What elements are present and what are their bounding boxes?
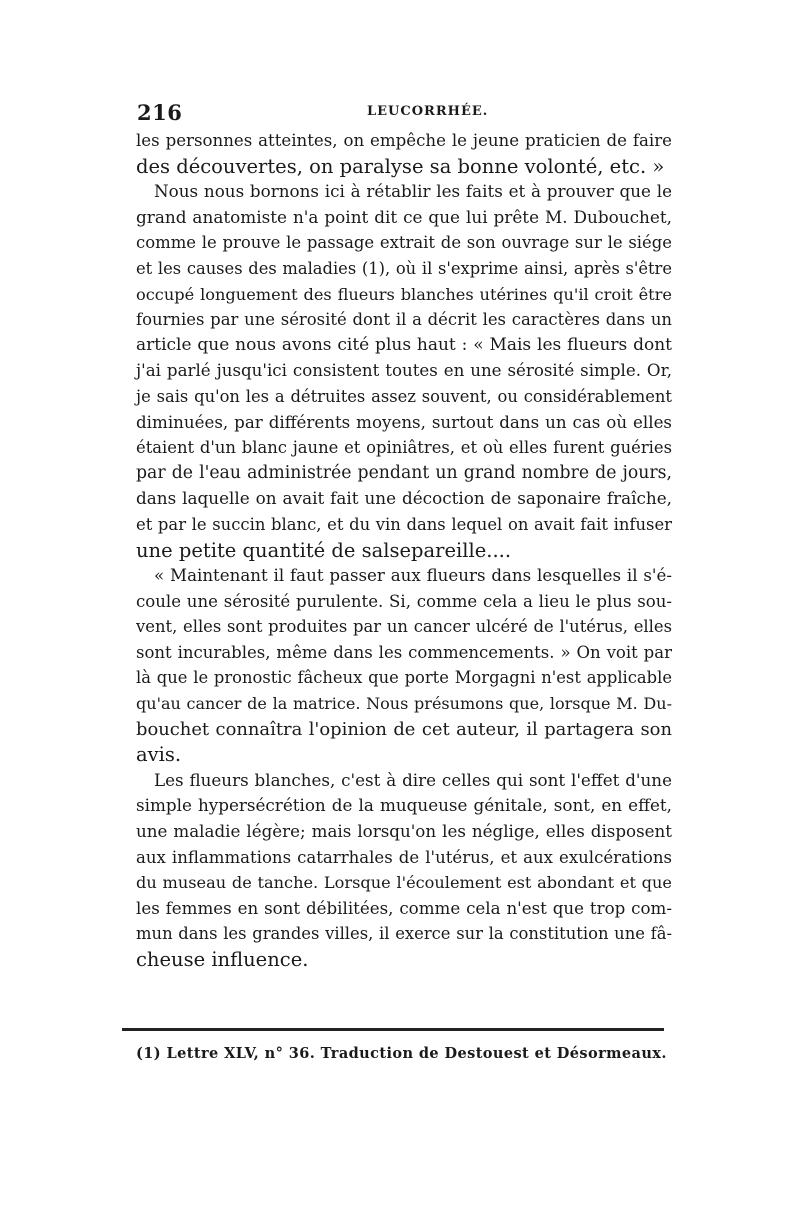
text-line: article que nous avons cité plus haut : « Mais les flueurs dont — [136, 334, 672, 355]
text-line: et les causes des maladies (1), où il s'exprime ainsi, après s'être — [136, 258, 672, 278]
text-line: vent, elles sont produites par un cancer ulcéré de l'utérus, elles — [136, 617, 672, 637]
text-line: étaient d'un blanc jaune et opiniâtres, et où elles furent guéries — [136, 438, 672, 458]
text-line: Nous nous bornons ici à rétablir les faits et à prouver que le — [154, 181, 672, 202]
text-line: fournies par une sérosité dont il a décrit les caractères dans un — [136, 310, 672, 330]
text-line: cheuse influence. — [136, 948, 309, 971]
text-line: mun dans les grandes villes, il exerce sur la constitution une fâ- — [136, 924, 672, 944]
text-line: avis. — [136, 743, 182, 767]
text-line: une maladie légère; mais lorsqu'on les néglige, elles disposent — [136, 821, 672, 842]
text-line: une petite quantité de salsepareille.... — [136, 538, 512, 562]
text-line: simple hypersécrétion de la muqueuse génitale, sont, en effet, — [136, 795, 672, 816]
text-line: grand anatomiste n'a point dit ce que lui prête M. Dubouchet, — [136, 206, 672, 227]
running-title: LEUCORRHÉE. — [367, 104, 489, 119]
text-line: coule une sérosité purulente. Si, comme cela a lieu le plus sou- — [136, 591, 672, 611]
text-line: du museau de tanche. Lorsque l'écoulement est abondant et que — [136, 873, 672, 893]
text-line: sont incurables, même dans les commencements. » On voit par — [136, 642, 672, 662]
footnote: (1) Lettre XLV, n° 36. Traduction de Destouest et Désormeaux. — [136, 1045, 667, 1062]
text-line: qu'au cancer de la matrice. Nous présumons que, lorsque M. Du- — [136, 694, 672, 714]
text-line: « Maintenant il faut passer aux flueurs dans lesquelles il s'é- — [154, 566, 672, 586]
text-line: Les flueurs blanches, c'est à dire celles qui sont l'effet d'une — [154, 769, 672, 790]
text-line: les personnes atteintes, on empêche le jeune praticien de faire — [136, 131, 672, 150]
text-line: comme le prouve le passage extrait de son ouvrage sur le siége — [136, 233, 672, 253]
text-line: je sais qu'on les a détruites assez souvent, ou considérablement — [136, 386, 672, 406]
text-line: par de l'eau administrée pendant un grand nombre de jours, — [136, 462, 672, 483]
page-header — [137, 100, 672, 130]
page-number: 216 — [137, 100, 183, 125]
text-line: dans laquelle on avait fait une décoction de saponaire fraîche, — [136, 488, 672, 509]
text-line: et par le succin blanc, et du vin dans lequel on avait fait infuser — [136, 514, 672, 534]
footnote-divider — [122, 1028, 664, 1031]
text-line: occupé longuement des flueurs blanches utérines qu'il croit être — [136, 284, 672, 304]
text-line: j'ai parlé jusqu'ici consistent toutes en une sérosité simple. Or, — [136, 361, 672, 381]
text-line: les femmes en sont débilitées, comme cela n'est que trop com- — [136, 898, 672, 918]
text-line: diminuées, par différents moyens, surtout dans un cas où elles — [136, 412, 672, 432]
text-line: des découvertes, on paralyse sa bonne volonté, etc. » — [136, 154, 665, 178]
text-line: là que le pronostic fâcheux que porte Morgagni n'est applicable — [136, 668, 672, 688]
text-line: bouchet connaîtra l'opinion de cet auteur, il partagera son — [136, 718, 672, 740]
text-line: aux inflammations catarrhales de l'utérus, et aux exulcérations — [136, 847, 672, 867]
body-text — [136, 128, 672, 973]
